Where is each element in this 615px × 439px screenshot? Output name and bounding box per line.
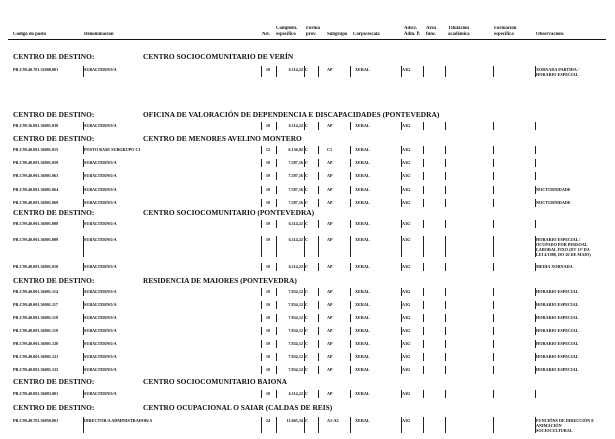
cell-corpo: XERAL [355,187,370,192]
cell-denominacion: SUBALTERNO/A [84,160,117,165]
cell-niv: 10 [265,67,271,72]
cell-corpo: XERAL [355,147,370,152]
cell-divider [445,353,446,361]
cell-divider [493,417,494,433]
col-header-complem: Complem. específico [276,26,298,37]
cell-forma: C [305,187,309,192]
cell-divider [423,390,424,398]
table-row [0,237,615,259]
cell-divider [318,390,319,398]
col-header-denominacion: Denominación [84,32,114,37]
cell-code: PR.C99.36.001.36001.038 [13,123,59,128]
cell-divider [423,417,424,433]
cell-observacions: HORARIO ESPECIAL [536,289,579,294]
cell-complem: 6.114,22 [288,237,303,242]
cell-divider [445,263,446,271]
cell-niv: 10 [265,221,271,226]
header-rule [8,39,606,40]
cell-divider [423,314,424,322]
cell-observacions: MEDIA XORNADA [536,264,573,269]
cell-divider [445,288,446,296]
cell-subgrupo: AP [327,341,333,346]
cell-observacions: HORARIO ESPECIAL [536,315,579,320]
cell-divider [493,327,494,335]
table-row [0,147,615,156]
cell-divider [445,390,446,398]
cell-divider [445,220,446,228]
cell-forma: C [305,237,309,242]
cell-divider [318,146,319,154]
cell-divider [493,186,494,194]
centre-name: CENTRO SOCIOCOMUNITARIO DE VERÍN [143,52,294,61]
col-header-titulacion: Titulación académica [448,26,470,37]
cell-adscricion: A3G [402,328,411,333]
table-row [0,289,615,298]
cell-adscricion: A3G [402,391,411,396]
cell-denominacion: SUBALTERNO/A [84,289,117,294]
cell-denominacion: SUBALTERNO/A [84,221,117,226]
cell-divider [318,288,319,296]
cell-corpo: XERAL [355,237,370,242]
cell-niv: 10 [265,187,271,192]
cell-forma: C [305,123,309,128]
cell-divider [535,146,536,154]
cell-observacions: NOCTURNIDADE [536,200,571,205]
cell-code: PR.C99.40.001.36001.010 [13,264,59,269]
cell-forma: C [305,221,309,226]
col-header-area: Área func. [426,26,437,37]
cell-complem: 7.834,12 [288,302,303,307]
cell-divider [493,236,494,257]
cell-denominacion: SUBALTERNO/A [84,354,117,359]
cell-divider [493,288,494,296]
cell-subgrupo: AP [327,302,333,307]
cell-niv: 10 [265,160,271,165]
cell-corpo: XERAL [355,315,370,320]
cell-complem: 7.834,12 [288,341,303,346]
cell-code: PR.C99.40.001.36001.117 [13,302,59,307]
cell-niv: 10 [265,200,271,205]
centre-name: CENTRO DE MENORES AVELINO MONTERO [143,134,302,143]
cell-subgrupo: AP [327,289,333,294]
cell-divider [318,172,319,180]
cell-divider [423,159,424,167]
cell-divider [445,340,446,348]
cell-complem: 7.834,12 [288,367,303,372]
cell-divider [423,366,424,374]
cell-divider [318,199,319,207]
centre-heading [13,208,603,218]
cell-observacions: HORARIO ESPECIAL [536,328,579,333]
cell-niv: 10 [265,123,271,128]
cell-niv: 10 [265,237,271,242]
cell-adscricion: A3G [402,264,411,269]
cell-complem: 7.834,12 [288,354,303,359]
cell-code: PR.C99.40.001.36001.119 [13,328,59,333]
cell-divider [535,390,536,398]
table-row [0,187,615,196]
table-row [0,123,615,132]
centre-heading [13,134,603,144]
cell-niv: 10 [265,354,271,359]
cell-divider [318,122,319,130]
cell-divider [535,172,536,180]
centre-heading [13,276,603,286]
cell-complem: 11.665,34 [286,418,303,423]
cell-denominacion: SUBALTERNO/A [84,187,117,192]
cell-subgrupo: AP [327,187,333,192]
cell-adscricion: A3G [402,221,411,226]
cell-code: PR.C99.40.001.36001.114 [13,289,59,294]
cell-code: PR.C99.40.001.36003.001 [13,391,59,396]
cell-subgrupo: AP [327,237,333,242]
cell-niv: 10 [265,289,271,294]
cell-divider [445,186,446,194]
cell-divider [318,220,319,228]
cell-denominacion: SUBALTERNO/A [84,173,117,178]
cell-code: PR.C99.40.001.36001.118 [13,315,59,320]
cell-denominacion: SUBALTERNO/A [84,264,117,269]
cell-divider [423,122,424,130]
table-row [0,341,615,350]
cell-corpo: XERAL [355,123,370,128]
cell-forma: C [305,315,309,320]
cell-denominacion: SUBALTERNO/A [84,315,117,320]
cell-divider [318,327,319,335]
centre-label: CENTRO DE DESTINO: [13,52,95,61]
cell-observacions: XORNADA PARTIDA / HORARIO ESPECIAL [536,67,579,77]
cell-divider [318,301,319,309]
cell-adscricion: A3G [402,200,411,205]
cell-divider [493,122,494,130]
cell-adscricion: A3G [402,418,411,423]
cell-denominacion: SUBALTERNO/A [84,237,117,242]
cell-subgrupo: AP [327,123,333,128]
cell-subgrupo: C1 [327,147,333,152]
cell-divider [493,366,494,374]
cell-subgrupo: AP [327,200,333,205]
cell-divider [445,366,446,374]
cell-divider [445,199,446,207]
cell-niv: 10 [265,173,271,178]
cell-niv: 24 [265,418,271,423]
cell-niv: 10 [265,264,271,269]
centre-label: CENTRO DE DESTINO: [13,377,95,386]
cell-adscricion: A3G [402,315,411,320]
cell-divider [493,199,494,207]
cell-divider [318,186,319,194]
cell-adscricion: A3G [402,302,411,307]
cell-complem: 7.587,16 [288,187,303,192]
cell-divider [445,159,446,167]
cell-complem: 6.114,22 [288,391,303,396]
cell-niv: 10 [265,391,271,396]
cell-denominacion: SUBALTERNO/A [84,391,117,396]
table-row [0,328,615,337]
cell-corpo: XERAL [355,391,370,396]
cell-adscricion: A3G [402,341,411,346]
table-row [0,391,615,400]
cell-observacions: HORARIO ESPECIAL [536,354,579,359]
cell-complem: 7.834,12 [288,315,303,320]
cell-corpo: XERAL [355,200,370,205]
centre-heading [13,403,603,413]
cell-forma: C [305,302,309,307]
cell-divider [423,327,424,335]
table-row [0,367,615,376]
cell-divider [445,66,446,77]
cell-subgrupo: AP [327,221,333,226]
cell-divider [445,236,446,257]
cell-adscricion: A3G [402,289,411,294]
cell-divider [318,159,319,167]
cell-code: PR.C99.40.001.36001.122 [13,367,59,372]
cell-adscricion: A3G [402,123,411,128]
cell-divider [493,340,494,348]
cell-subgrupo: AP [327,391,333,396]
cell-complem: 6.114,22 [288,123,303,128]
table-row [0,315,615,324]
cell-divider [493,66,494,77]
cell-code: PR.C99.40.001.36001.015 [13,147,59,152]
cell-adscricion: A3G [402,354,411,359]
cell-corpo: XERAL [355,302,370,307]
cell-divider [445,327,446,335]
centre-label: CENTRO DE DESTINO: [13,403,95,412]
centre-label: CENTRO DE DESTINO: [13,276,95,285]
cell-corpo: XERAL [355,289,370,294]
cell-divider [318,263,319,271]
cell-divider [493,220,494,228]
cell-divider [423,186,424,194]
table-row [0,173,615,182]
cell-subgrupo: AP [327,367,333,372]
cell-corpo: XERAL [355,367,370,372]
cell-adscricion: A3G [402,173,411,178]
cell-subgrupo: A1-A2 [327,418,339,423]
cell-divider [318,66,319,77]
col-header-adscr: Adscr. Adm. P. [404,26,421,37]
cell-denominacion: POSTO BASE SUBGRUPO C1 [84,147,141,152]
cell-complem: 6.136,02 [288,147,303,152]
cell-divider [535,159,536,167]
col-header-corpo: Corpo/escala [353,32,380,37]
centre-name: CENTRO SOCIOCOMUNITARIO (PONTEVEDRA) [143,208,315,217]
centre-name: CENTRO SOCIOCOMUNITARIO BAIONA [143,377,287,386]
cell-code: PR.C99.40.001.36001.121 [13,354,59,359]
cell-divider [423,66,424,77]
table-row [0,354,615,363]
cell-corpo: XERAL [355,341,370,346]
cell-denominacion: SUBALTERNO/A [84,67,117,72]
cell-divider [445,301,446,309]
cell-corpo: XERAL [355,264,370,269]
cell-adscricion: A3G [402,237,411,242]
col-header-subgrupo: Subgrupo [327,32,348,37]
cell-divider [318,314,319,322]
cell-divider [493,146,494,154]
cell-divider [445,146,446,154]
cell-divider [493,301,494,309]
cell-complem: 6.114,22 [288,67,303,72]
cell-divider [318,353,319,361]
cell-niv: 10 [265,315,271,320]
cell-denominacion: DIRECTOR/A ADMINISTRADOR/A [84,418,153,423]
cell-divider [493,159,494,167]
cell-complem: 6.114,22 [288,221,303,226]
cell-corpo: XERAL [355,354,370,359]
centre-name: OFICINA DE VALORACIÓN DE DEPENDENCIA E DISCAPACIDADES (PONTEVEDRA) [143,110,440,119]
cell-complem: 7.587,16 [288,160,303,165]
cell-complem: 6.114,22 [288,264,303,269]
cell-complem: 7.587,16 [288,200,303,205]
cell-forma: C [305,391,309,396]
cell-divider [493,353,494,361]
cell-code: PR.C99.40.001.36001.120 [13,341,59,346]
centre-heading [13,110,603,120]
cell-divider [318,340,319,348]
col-header-forma: Forma prov. [306,26,320,37]
cell-forma: C [305,367,309,372]
cell-divider [423,340,424,348]
cell-divider [423,220,424,228]
cell-forma: C [305,264,309,269]
table-row [0,160,615,169]
centre-label: CENTRO DE DESTINO: [13,110,95,119]
cell-denominacion: SUBALTERNO/A [84,302,117,307]
cell-subgrupo: AP [327,160,333,165]
cell-forma: C [305,418,309,423]
cell-divider [423,263,424,271]
cell-corpo: XERAL [355,418,370,423]
cell-observacions: HORARIO ESPECIAL [536,302,579,307]
cell-complem: 7.834,12 [288,328,303,333]
cell-adscricion: A3G [402,147,411,152]
cell-denominacion: SUBALTERNO/A [84,123,117,128]
centre-label: CENTRO DE DESTINO: [13,134,95,143]
centre-heading [13,377,603,387]
cell-adscricion: A3G [402,187,411,192]
cell-divider [318,236,319,257]
cell-divider [493,172,494,180]
cell-forma: C [305,147,309,152]
table-row [0,221,615,230]
cell-corpo: XERAL [355,160,370,165]
cell-corpo: XERAL [355,67,370,72]
cell-divider [445,417,446,433]
cell-code: PR.C99.40.001.36001.064 [13,187,59,192]
cell-denominacion: SUBALTERNO/A [84,328,117,333]
cell-subgrupo: AP [327,315,333,320]
cell-forma: C [305,67,309,72]
cell-adscricion: A3G [402,67,411,72]
cell-observacions: HORARIO ESPECIAL / OCUPADO POR PERSOAL LABORAL FIXO (DT 13ª DA LEI 4/1988, DO 26 DE MAIO) [536,237,591,257]
cell-denominacion: SUBALTERNO/A [84,200,117,205]
cell-divider [423,236,424,257]
cell-divider [423,172,424,180]
col-header-codigo: Código do posto [13,32,47,37]
cell-subgrupo: AP [327,354,333,359]
col-header-formacion: Formación específica [494,26,517,37]
table-row [0,264,615,273]
cell-observacions: FUNCIÓNS DE DIRECCIÓN E ANIMACIÓN SOCIOCULTURAL [536,418,595,433]
cell-code: PR.C99.40.701.32000.001 [13,67,59,72]
cell-subgrupo: AP [327,67,333,72]
cell-code: PR.C99.40.001.36001.008 [13,221,59,226]
cell-niv: 10 [265,367,271,372]
cell-adscricion: A3G [402,160,411,165]
centre-label: CENTRO DE DESTINO: [13,208,95,217]
cell-forma: C [305,173,309,178]
cell-code: PR.C99.40.001.36001.063 [13,173,59,178]
table-row [0,67,615,79]
cell-forma: C [305,341,309,346]
cell-complem: 7.587,16 [288,173,303,178]
cell-corpo: XERAL [355,328,370,333]
col-header-niv: Niv. [262,32,271,37]
cell-observacions: HORARIO ESPECIAL [536,367,579,372]
cell-divider [423,199,424,207]
cell-corpo: XERAL [355,221,370,226]
cell-forma: C [305,160,309,165]
cell-divider [318,366,319,374]
cell-divider [493,314,494,322]
cell-code: PR.C99.40.001.36001.009 [13,237,59,242]
cell-divider [493,390,494,398]
cell-forma: C [305,328,309,333]
cell-divider [535,122,536,130]
cell-code: PR.C99.40.001.36001.059 [13,160,59,165]
cell-divider [445,172,446,180]
cell-niv: 10 [265,328,271,333]
cell-niv: 10 [265,341,271,346]
cell-niv: 12 [265,147,271,152]
col-header-observacions: Observacións [536,32,564,37]
cell-subgrupo: AP [327,328,333,333]
cell-forma: C [305,200,309,205]
table-row [0,418,615,435]
cell-niv: 10 [265,302,271,307]
centre-heading [13,52,603,62]
cell-code: PR.C99.40.001.36001.069 [13,200,59,205]
cell-subgrupo: AP [327,173,333,178]
cell-divider [423,353,424,361]
cell-subgrupo: AP [327,264,333,269]
cell-adscricion: A3G [402,367,411,372]
cell-divider [423,146,424,154]
cell-denominacion: SUBALTERNO/A [84,367,117,372]
cell-divider [535,220,536,228]
cell-complem: 7.834,12 [288,289,303,294]
cell-divider [445,314,446,322]
cell-divider [493,263,494,271]
cell-divider [423,301,424,309]
cell-forma: C [305,354,309,359]
cell-forma: C [305,289,309,294]
centre-name: RESIDENCIA DE MAIORES (PONTEVEDRA) [143,276,297,285]
table-row [0,302,615,311]
cell-divider [318,417,319,433]
cell-denominacion: SUBALTERNO/A [84,341,117,346]
cell-code: PR.C99.40.701.36050.001 [13,418,59,423]
cell-observacions: NOCTURNIDADE [536,187,571,192]
cell-corpo: XERAL [355,173,370,178]
cell-divider [445,122,446,130]
centre-name: CENTRO OCUPACIONAL O SAIAR (CALDAS DE REIS) [143,403,333,412]
cell-observacions: HORARIO ESPECIAL [536,341,579,346]
cell-divider [423,288,424,296]
